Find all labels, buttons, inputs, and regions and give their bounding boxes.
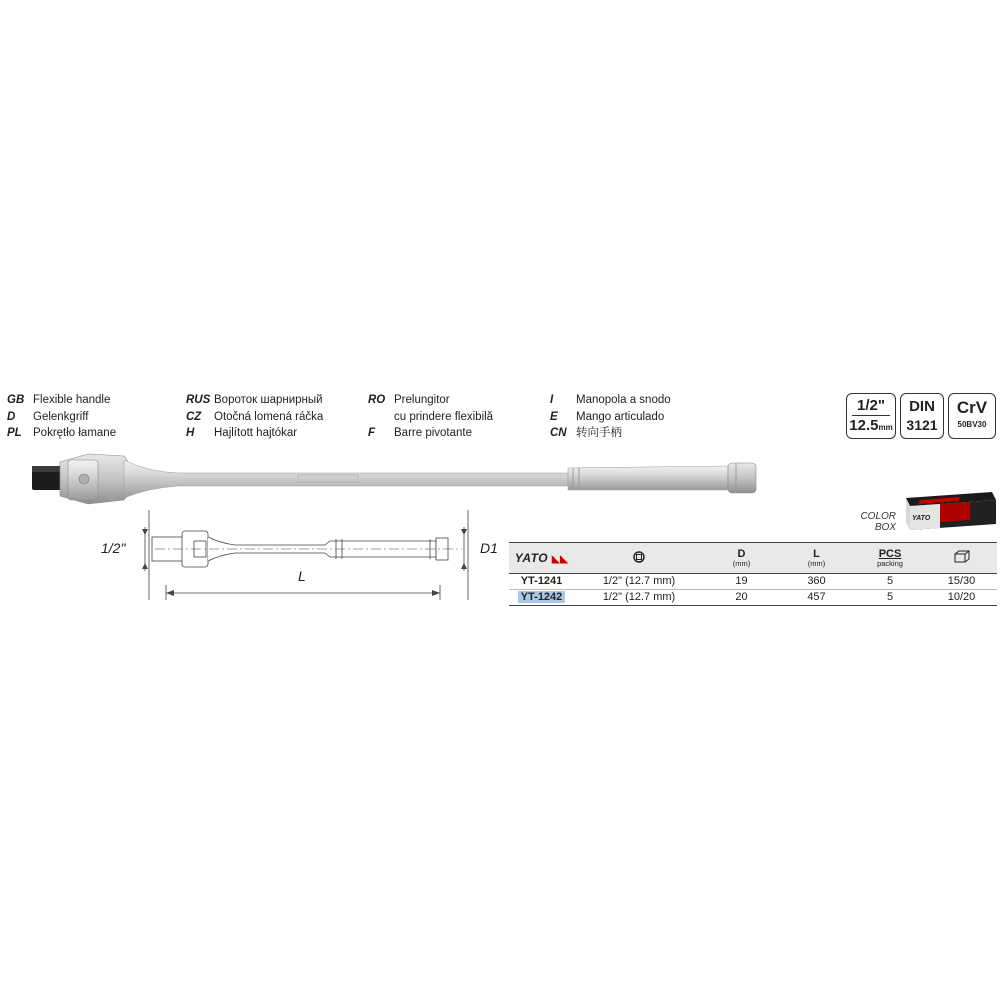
diameter-dimension-label: D1 (480, 540, 498, 556)
box-icon (954, 550, 970, 563)
language-name: Hajlított hajtókar (214, 427, 298, 439)
language-code: I (550, 394, 554, 406)
language-row (550, 392, 671, 409)
dimension-diagram (100, 505, 500, 605)
language-code: RUS (186, 394, 211, 406)
language-name: Вороток шарнирный (214, 394, 323, 406)
yato-triangles-icon: ◣◣ (551, 554, 569, 565)
color-box-label-line1: COLOR (860, 511, 896, 522)
diameter-header-label: D (737, 548, 746, 560)
language-name: Gelenkgriff (33, 410, 89, 423)
pcs-header-unit: packing (877, 559, 903, 568)
product-code-cell (509, 590, 574, 606)
language-name: Pokrętło łamane (33, 427, 117, 439)
drive-dimension-label: 1/2" (101, 540, 126, 556)
yato-logo (515, 551, 569, 565)
language-column-1 (7, 392, 116, 442)
brand-header (509, 543, 574, 574)
language-row (7, 409, 116, 426)
language-column-3 (368, 392, 493, 442)
drive-size-unit: mm (878, 423, 893, 432)
language-name: Barre pivotante (394, 427, 472, 439)
language-name: cu prindere flexibilă (394, 410, 494, 423)
language-code: H (186, 427, 195, 439)
din-badge (900, 393, 944, 439)
language-name: Manopola a snodo (576, 394, 671, 406)
diameter-header-unit: (mm) (732, 559, 751, 568)
length-value: 360 (779, 574, 854, 590)
language-column-2 (186, 392, 323, 442)
language-row (7, 425, 116, 442)
language-code: CN (550, 427, 567, 439)
length-dimension-label: L (298, 568, 306, 584)
language-code: D (7, 410, 16, 423)
language-name: Otočná lomená ráčka (214, 410, 324, 423)
language-code: CZ (186, 410, 202, 423)
language-row (186, 392, 323, 409)
material-label: CrV (956, 398, 988, 417)
drive-header (574, 543, 704, 574)
drive-size-mm (847, 416, 895, 438)
drive-size: 1/2" (12.7 mm) (574, 574, 704, 590)
language-code: F (368, 427, 376, 439)
drive-size-mm-value: 12.5 (849, 417, 879, 434)
language-row (550, 425, 671, 442)
color-box-brand: YATO (912, 515, 931, 522)
language-name: Mango articulado (576, 410, 665, 423)
pcs-header-label: PCS (878, 548, 902, 560)
drive-size-inch: 1/2" (852, 397, 890, 416)
language-code: GB (7, 394, 25, 406)
material-grade: 50BV30 (957, 420, 987, 429)
drive-size: 1/2" (12.7 mm) (574, 590, 704, 606)
language-code: PL (7, 427, 22, 439)
language-code: RO (368, 394, 386, 406)
product-code: YT-1241 (509, 574, 574, 590)
language-row (368, 392, 493, 409)
language-column-4 (550, 392, 671, 442)
box-value: 15/30 (926, 574, 997, 590)
color-box-label-line2: BOX (874, 522, 896, 533)
specification-table (509, 542, 997, 606)
language-name: Prelungitor (394, 394, 450, 406)
language-row (186, 409, 323, 426)
language-row (7, 392, 116, 409)
length-header (779, 543, 854, 574)
language-name: Flexible handle (33, 394, 111, 406)
language-name: 转向手柄 (576, 427, 622, 439)
product-code-highlighted: YT-1242 (518, 591, 566, 603)
color-box-image (900, 490, 998, 534)
diameter-value: 19 (704, 574, 779, 590)
length-header-label: L (813, 548, 820, 560)
square-drive-icon (633, 551, 645, 563)
language-code: E (550, 410, 558, 423)
drive-size-badge (846, 393, 896, 439)
table-row (509, 574, 997, 590)
material-badge (948, 393, 996, 439)
diameter-value: 20 (704, 590, 779, 606)
diameter-header (704, 543, 779, 574)
table-row (509, 590, 997, 606)
pcs-value: 5 (854, 574, 926, 590)
color-box-label (848, 511, 896, 533)
din-number: 3121 (906, 417, 938, 433)
language-row (368, 425, 493, 442)
pcs-header (854, 543, 926, 574)
language-row (368, 409, 493, 426)
length-value: 457 (779, 590, 854, 606)
pcs-value: 5 (854, 590, 926, 606)
length-header-unit: (mm) (807, 559, 826, 568)
table-header-row (509, 543, 997, 574)
language-row (550, 409, 671, 426)
box-header (926, 543, 997, 574)
din-label: DIN (909, 398, 935, 415)
yato-logo-text: YATO (514, 551, 549, 565)
box-value: 10/20 (926, 590, 997, 606)
language-row (186, 425, 323, 442)
